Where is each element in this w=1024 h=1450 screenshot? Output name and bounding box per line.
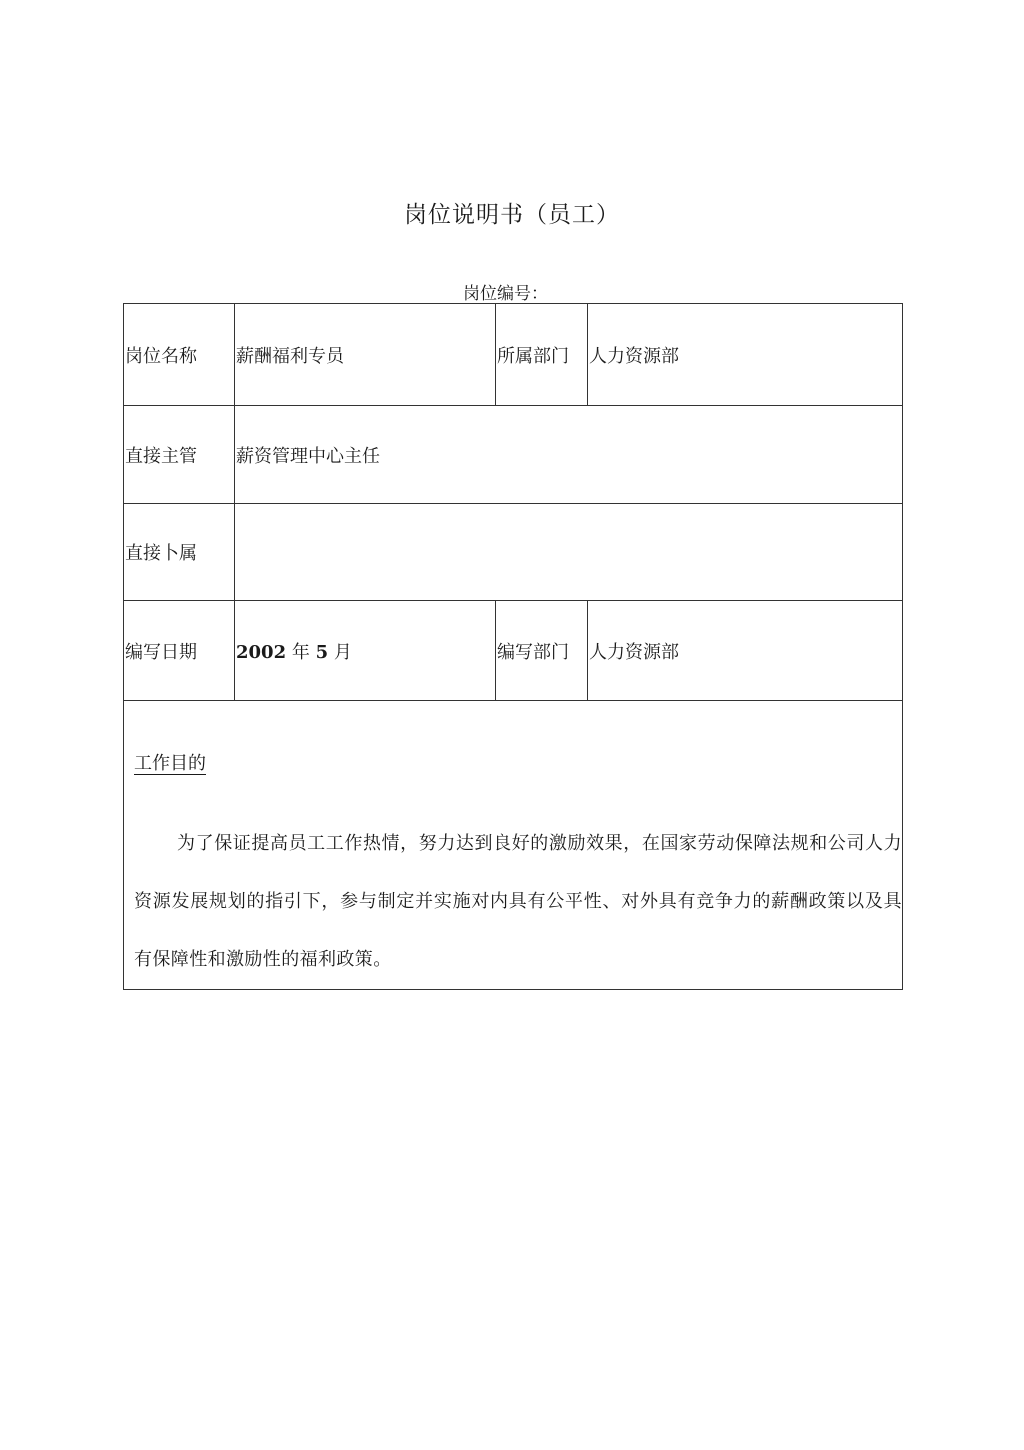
written-date-year-unit: 年 [291, 641, 310, 663]
position-code-label: 岗位编号： [463, 284, 548, 304]
written-date-month-unit: 月 [333, 641, 352, 663]
purpose-body: 为了保证提高员工工作热情，努力达到良好的激励效果，在国家劳动保障法规和公司人力资源发展规划的指引下，参与制定并实施对内具有公平性、对外具有竞争力的薪酬政策以及具有保障性和激励性的福利政策。 [134, 833, 902, 970]
table-row-subordinate [124, 504, 903, 601]
table-row-written [124, 601, 903, 701]
position-name-value: 薪酬福利专员 [235, 304, 496, 406]
table-row-position [124, 304, 903, 406]
position-info-table [123, 303, 903, 990]
subordinate-value [235, 504, 903, 601]
department-label: 所属部门 [496, 304, 588, 406]
written-date-value [235, 601, 496, 701]
purpose-section [124, 701, 903, 990]
supervisor-value: 薪资管理中心主任 [235, 406, 903, 504]
written-date-year: 2002 [236, 641, 287, 663]
table-row-supervisor [124, 406, 903, 504]
department-value: 人力资源部 [588, 304, 903, 406]
purpose-heading: 工作目的 [134, 753, 206, 774]
supervisor-label: 直接主管 [124, 406, 235, 504]
written-dept-label: 编写部门 [496, 601, 588, 701]
table-row-purpose [124, 701, 903, 990]
document-title: 岗位说明书（员工） [404, 202, 620, 228]
position-name-label: 岗位名称 [124, 304, 235, 406]
written-dept-value: 人力资源部 [588, 601, 903, 701]
written-date-label: 编写日期 [124, 601, 235, 701]
written-date-month: 5 [315, 641, 329, 663]
subordinate-label: 直接卜属 [124, 504, 235, 601]
